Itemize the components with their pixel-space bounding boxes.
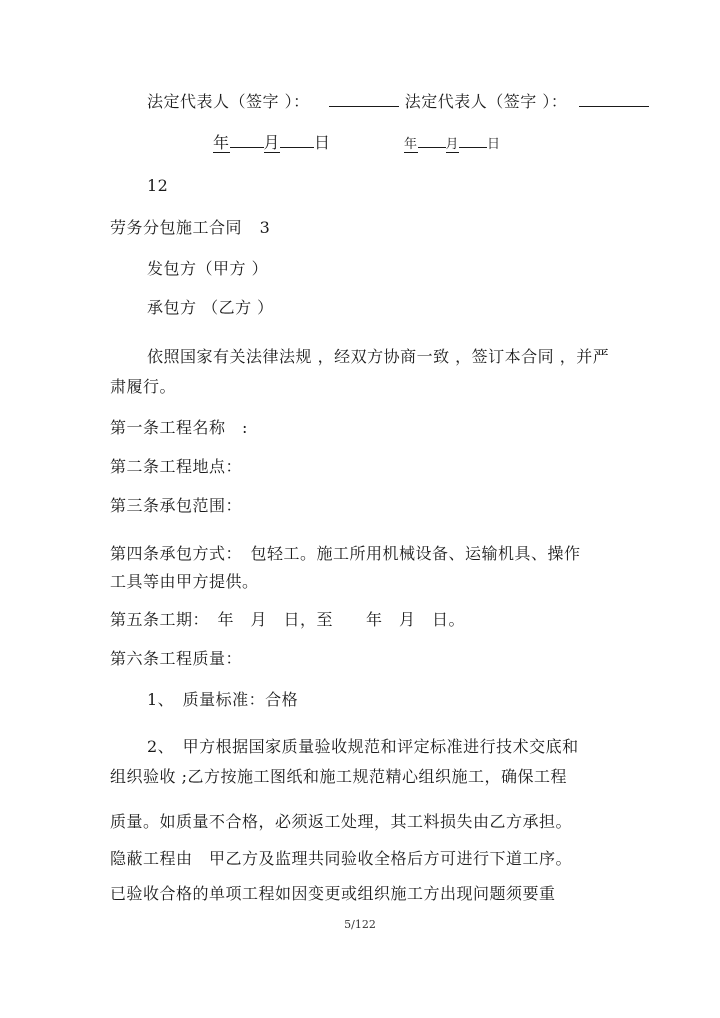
date-month-left: 月: [263, 133, 281, 152]
article-3: 第三条承包范围：: [110, 496, 243, 515]
date-day-right: 日: [487, 137, 501, 152]
contract-title-line: [110, 218, 270, 238]
signature-label-left: 法定代表人（签字 ）：: [147, 92, 310, 111]
date-year-left: 年: [213, 133, 230, 152]
quality-item-2-line-2: 组织验收 ;乙方按施工图纸和施工规范精心组织施工，确保工程: [110, 767, 567, 786]
section-number: 12: [147, 176, 169, 195]
contract-number: 3: [259, 218, 271, 237]
quality-item-1: 1、 质量标准：合格: [147, 690, 299, 709]
intro-line-1: 依照国家有关法律法规 ，经双方协商一致 ，签订本合同 ，并严: [147, 347, 610, 366]
date-month-right: 月: [445, 137, 460, 152]
party-a: 发包方（甲方 ）: [147, 259, 269, 278]
page-footer: 5/122: [344, 918, 376, 931]
date-year-blank-left: [230, 133, 264, 148]
article-5: 第五条工期： 年 月 日，至 年 月 日。: [110, 610, 466, 629]
signature-label-right: 法定代表人（签字 ）：: [404, 92, 568, 111]
quality-item-2-line-3: 质量。如质量不合格，必须返工处理，其工料损失由乙方承担。: [110, 812, 573, 831]
date-month-blank-right: [459, 136, 487, 148]
date-year-blank-right: [418, 136, 446, 148]
article-2: 第二条工程地点：: [110, 457, 243, 476]
article-4-line-1: 第四条承包方式： 包轻工。施工所用机械设备、运输机具、操作: [110, 544, 581, 563]
contract-title: 劳务分包施工合同: [110, 218, 243, 237]
quality-item-2-line-1: 2、 甲方根据国家质量验收规范和评定标准进行技术交底和: [147, 737, 579, 756]
signature-blank-right: [579, 92, 649, 107]
date-row-right: [404, 135, 501, 155]
party-b: 承包方 （乙方 ）: [147, 298, 274, 317]
quality-item-2-line-4: 隐蔽工程由 甲乙方及监理共同验收全格后方可进行下道工序。: [110, 849, 573, 868]
article-1: 第一条工程名称 :: [110, 418, 248, 437]
date-year-right: 年: [404, 137, 418, 152]
article-4-line-2: 工具等由甲方提供。: [110, 572, 259, 591]
date-day-left: 日: [314, 133, 331, 152]
intro-line-2: 肃履行。: [110, 377, 177, 396]
article-6: 第六条工程质量：: [110, 649, 243, 668]
quality-item-2-line-5: 已验收合格的单项工程如因变更或组织施工方出现问题须要重: [110, 884, 556, 903]
date-row-left: [213, 133, 331, 153]
signature-row: [147, 92, 649, 112]
date-month-blank-left: [280, 133, 314, 148]
signature-blank-left: [329, 92, 399, 107]
